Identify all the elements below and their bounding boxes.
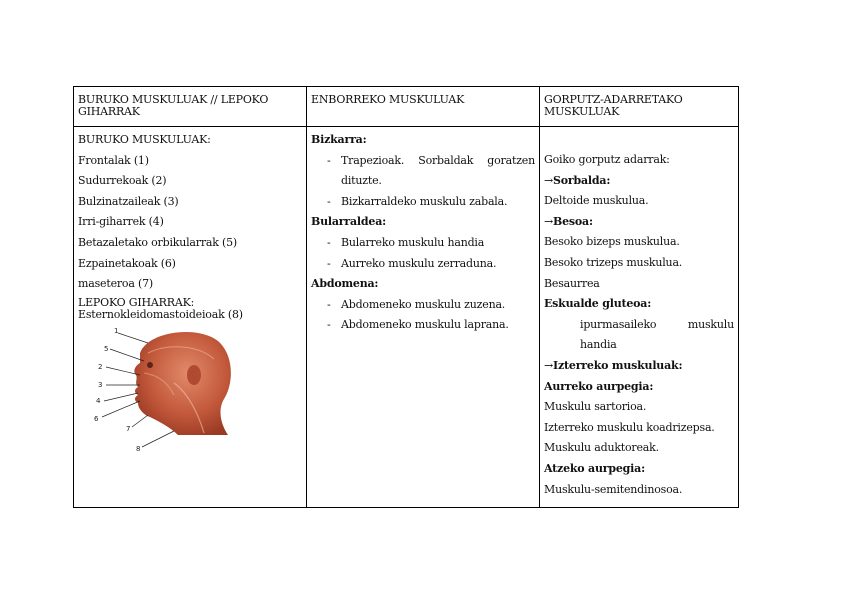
limbs-intro: Goiko gorputz adarrak: [544, 153, 670, 166]
list-item: - Bizkarraldeko muskulu zabala. [327, 194, 508, 208]
neck-muscles-title: LEPOKO GIHARRAK: [78, 295, 195, 309]
list-item: Izterreko muskulu koadrizepsa. [544, 420, 715, 434]
list-item-continuation: dituzte. [341, 174, 382, 188]
list-item: Muskulu sartorioa. [544, 400, 647, 414]
neck-muscle-item: Esternokleidomastoideioak (8) [78, 307, 243, 321]
header-row [74, 87, 739, 127]
section-heading-besoa: →Besoa: [544, 214, 593, 228]
list-item: - Abdomeneko muskulu zuzena. [327, 297, 506, 311]
limbs-cell [540, 127, 739, 508]
figure-label: 1 [114, 326, 119, 335]
list-item-continuation: handia [580, 338, 617, 352]
list-item: Ezpainetakoak (6) [78, 256, 176, 270]
content-row [74, 127, 739, 508]
header-limbs: GORPUTZ-ADARRETAKO MUSKULUAK [544, 93, 683, 118]
list-item: - Trapezioak. Sorbaldak goratzen [327, 153, 535, 167]
header-cell-head-neck [74, 87, 307, 127]
figure-label: 5 [104, 344, 109, 353]
figure-label: 7 [126, 424, 131, 433]
list-item: Deltoide muskulua. [544, 194, 649, 208]
arrow-icon: → [544, 358, 554, 372]
list-item: Bulzinatzaileak (3) [78, 194, 179, 208]
muscles-table [73, 86, 739, 508]
list-item: Betazaletako orbikularrak (5) [78, 235, 238, 249]
section-heading-bularraldea: Bularraldea: [311, 215, 386, 229]
subheading-atzeko: Atzeko aurpegia: [544, 461, 645, 475]
subheading-aurreko: Aurreko aurpegia: [544, 379, 654, 393]
head-neck-cell [74, 127, 307, 508]
list-item: Muskulu aduktoreak. [544, 441, 659, 455]
header-head-neck: BURUKO MUSKULUAK // LEPOKO GIHARRAK [78, 93, 269, 118]
section-heading-abdomena: Abdomena: [311, 277, 379, 291]
list-item: Besoko bizeps muskulua. [544, 235, 680, 249]
figure-label: 2 [98, 362, 103, 371]
list-item: Sudurrekoak (2) [78, 174, 167, 188]
list-item: - Aurreko muskulu zerraduna. [327, 256, 497, 270]
section-heading-gluteoa: Eskualde gluteoa: [544, 297, 652, 311]
header-cell-trunk [307, 87, 540, 127]
figure-label: 4 [96, 396, 101, 405]
head-muscles-illustration [78, 323, 238, 453]
section-heading-bizkarra: Bizkarra: [311, 133, 367, 146]
list-item: maseteroa (7) [78, 277, 153, 291]
list-item: Muskulu-semitendinosoa. [544, 482, 683, 496]
arrow-icon: → [544, 214, 554, 228]
list-item: Besoko trizeps muskulua. [544, 255, 683, 269]
list-item: Irri-giharrek (4) [78, 215, 164, 229]
figure-label: 6 [94, 414, 99, 423]
trunk-cell [307, 127, 540, 508]
list-item: Frontalak (1) [78, 153, 149, 167]
header-trunk: ENBORREKO MUSKULUAK [311, 93, 465, 106]
list-item: ipurmasaileko muskulu [580, 317, 734, 331]
list-item: - Bularreko muskulu handia [327, 235, 485, 249]
header-cell-limbs [540, 87, 739, 127]
list-item: - Abdomeneko muskulu laprana. [327, 318, 509, 332]
head-muscles-title: BURUKO MUSKULUAK: [78, 133, 211, 146]
figure-label: 8 [136, 444, 141, 453]
section-heading-sorbalda: →Sorbalda: [544, 173, 611, 187]
section-heading-izterreko: →Izterreko muskuluak: [544, 358, 683, 372]
list-item: Besaurrea [544, 276, 600, 290]
figure-label: 3 [98, 380, 103, 389]
arrow-icon: → [544, 173, 554, 187]
